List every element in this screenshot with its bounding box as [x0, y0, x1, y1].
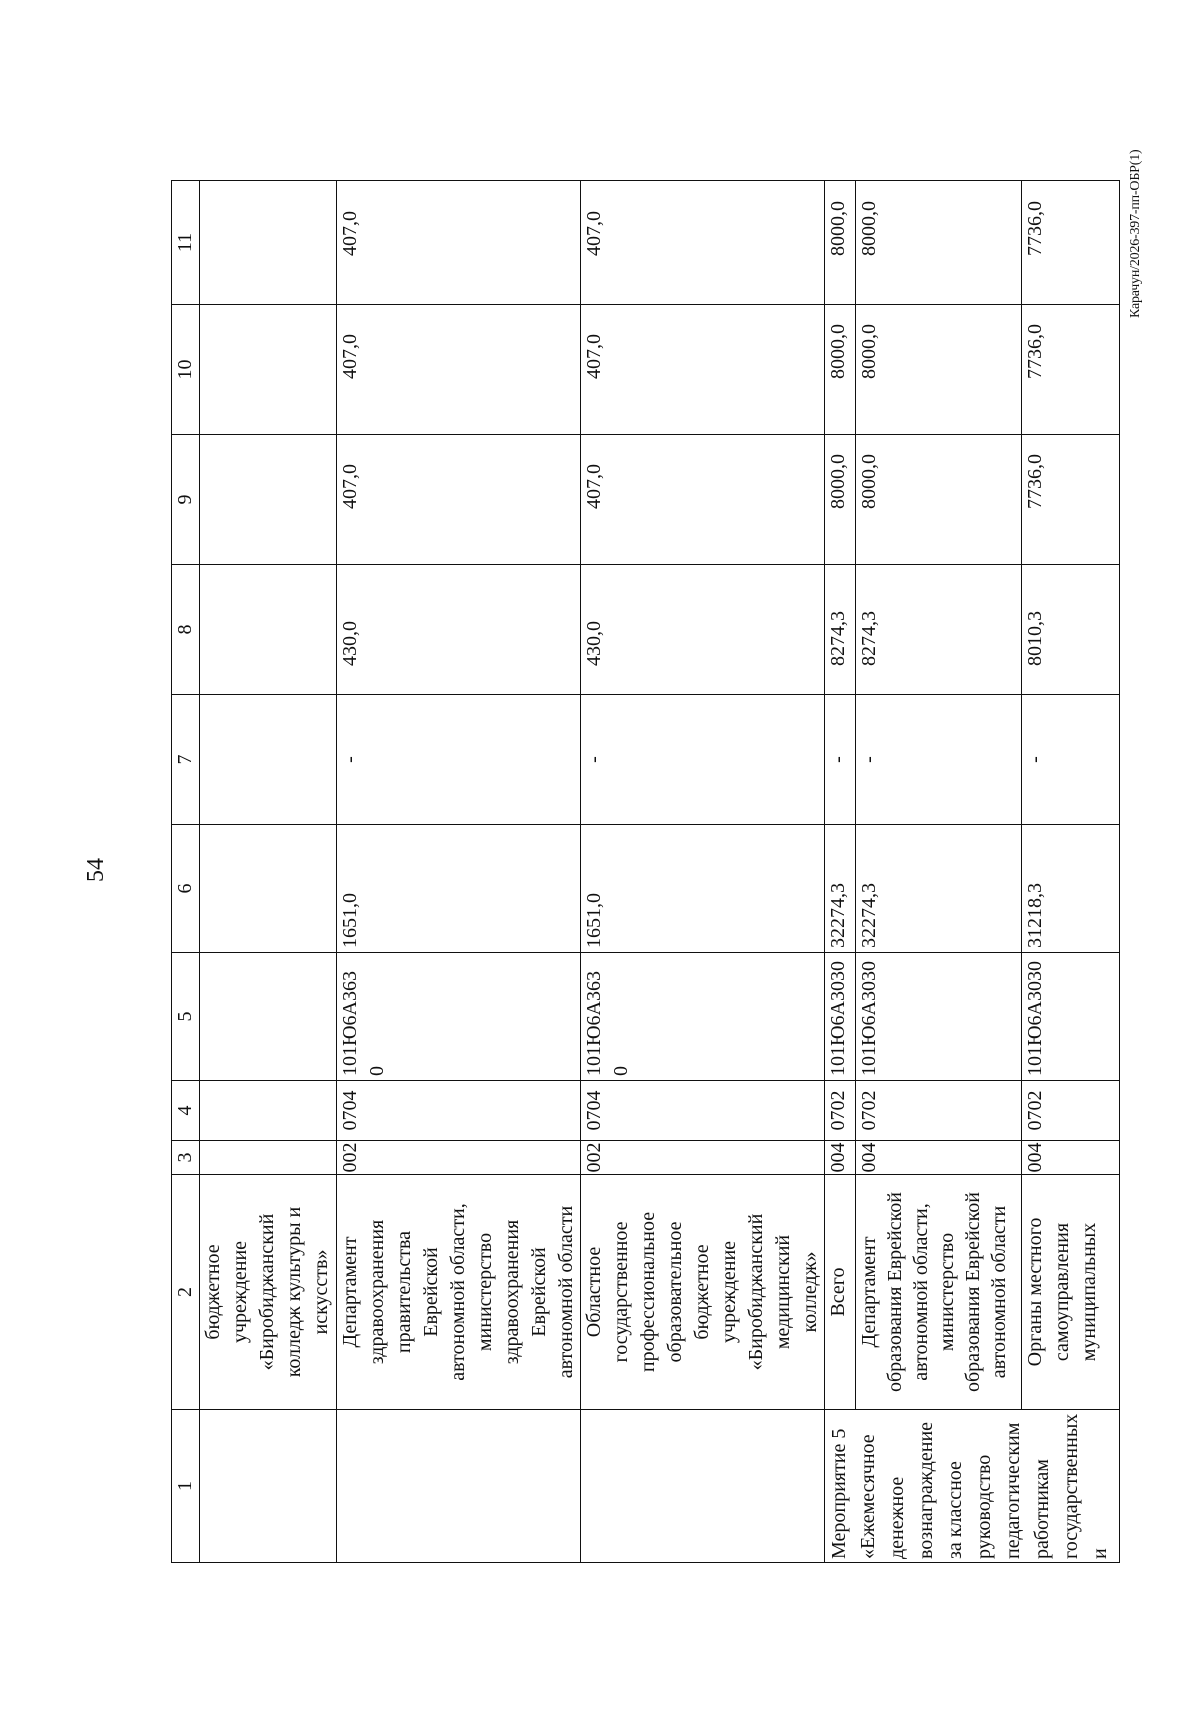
cell-grbs: 004 — [825, 1141, 856, 1175]
cell-csr: 101Ю6А3030 — [825, 953, 856, 1081]
col-header: 7 — [172, 695, 200, 825]
cell-grbs — [200, 1141, 337, 1175]
cell-y3: 7736,0 — [1022, 435, 1120, 565]
page-number: 54 — [83, 858, 109, 882]
cell-executor: Департамент образования Еврейской автономной области, министерство образования Еврейской автономной области — [856, 1175, 1022, 1410]
col-header: 8 — [172, 565, 200, 695]
col-header: 6 — [172, 825, 200, 953]
cell-y3 — [200, 435, 337, 565]
cell-y2: 8274,3 — [825, 565, 856, 695]
col-header: 9 — [172, 435, 200, 565]
col-header: 1 — [172, 1410, 200, 1563]
cell-y5: 7736,0 — [1022, 181, 1120, 305]
cell-y5: 407,0 — [581, 181, 825, 305]
cell-rzpr: 0704 — [581, 1081, 825, 1141]
cell-y1: - — [856, 695, 1022, 825]
cell-total: 31218,3 — [1022, 825, 1120, 953]
cell-grbs: 004 — [856, 1141, 1022, 1175]
col-header: 2 — [172, 1175, 200, 1410]
cell-measure: Мероприятие 5 «Ежемесячное денежное вознаграждение за классное руководство педагогическим работникам государственных и — [825, 1410, 1120, 1563]
cell-executor: Всего — [825, 1175, 856, 1410]
cell-rzpr: 0702 — [856, 1081, 1022, 1141]
col-header: 11 — [172, 181, 200, 305]
cell-grbs: 004 — [1022, 1141, 1120, 1175]
cell-y3: 407,0 — [337, 435, 581, 565]
cell-y3: 8000,0 — [856, 435, 1022, 565]
cell-executor: бюджетное учреждение «Биробиджанский колледж культуры и искусств» — [200, 1175, 337, 1410]
table-row — [1022, 181, 1120, 1563]
cell-total: 1651,0 — [337, 825, 581, 953]
cell-total: 32274,3 — [856, 825, 1022, 953]
cell-y1: - — [581, 695, 825, 825]
cell-csr: 101Ю6А363 0 — [337, 953, 581, 1081]
table-row — [200, 181, 337, 1563]
col-header: 10 — [172, 305, 200, 435]
cell-y4: 8000,0 — [825, 305, 856, 435]
table-row — [581, 181, 825, 1563]
cell-y4: 8000,0 — [856, 305, 1022, 435]
cell-grbs: 002 — [581, 1141, 825, 1175]
cell-csr: 101Ю6А3030 — [856, 953, 1022, 1081]
cell-y2: 430,0 — [581, 565, 825, 695]
col-header: 3 — [172, 1141, 200, 1175]
cell-y5: 407,0 — [337, 181, 581, 305]
cell-total — [200, 825, 337, 953]
cell-y1: - — [1022, 695, 1120, 825]
cell-csr: 101Ю6А363 0 — [581, 953, 825, 1081]
cell-total: 32274,3 — [825, 825, 856, 953]
col-header: 5 — [172, 953, 200, 1081]
table-row — [856, 181, 1022, 1563]
cell-rzpr — [200, 1081, 337, 1141]
cell-csr: 101Ю6А3030 — [1022, 953, 1120, 1081]
document-stamp: Карачун/2026-397-пп-ОБР(1) — [1128, 149, 1143, 318]
col-header: 4 — [172, 1081, 200, 1141]
cell-rzpr: 0704 — [337, 1081, 581, 1141]
cell-y5: 8000,0 — [856, 181, 1022, 305]
cell-y3: 8000,0 — [825, 435, 856, 565]
cell-measure — [581, 1410, 825, 1563]
cell-measure — [337, 1410, 581, 1563]
table-row — [825, 181, 856, 1563]
cell-y3: 407,0 — [581, 435, 825, 565]
budget-table — [171, 180, 1120, 1563]
cell-y4 — [200, 305, 337, 435]
cell-y2: 8274,3 — [856, 565, 1022, 695]
cell-measure — [200, 1410, 337, 1563]
cell-y1: - — [825, 695, 856, 825]
cell-executor: Областное государственное профессиональное образовательное бюджетное учреждение «Биробиджанский медицинский колледж» — [581, 1175, 825, 1410]
cell-y4: 7736,0 — [1022, 305, 1120, 435]
cell-y2 — [200, 565, 337, 695]
table-row — [337, 181, 581, 1563]
cell-csr — [200, 953, 337, 1081]
column-number-row — [172, 181, 200, 1563]
cell-y4: 407,0 — [581, 305, 825, 435]
cell-y1: - — [337, 695, 581, 825]
cell-y1 — [200, 695, 337, 825]
cell-y5: 8000,0 — [825, 181, 856, 305]
cell-executor: Департамент здравоохранения правительства Еврейской автономной области, министерство здравоохранения Еврейской автономной области — [337, 1175, 581, 1410]
cell-y2: 8010,3 — [1022, 565, 1120, 695]
cell-rzpr: 0702 — [1022, 1081, 1120, 1141]
cell-total: 1651,0 — [581, 825, 825, 953]
cell-y4: 407,0 — [337, 305, 581, 435]
cell-grbs: 002 — [337, 1141, 581, 1175]
cell-y5 — [200, 181, 337, 305]
cell-executor: Органы местного самоуправления муниципальных — [1022, 1175, 1120, 1410]
cell-y2: 430,0 — [337, 565, 581, 695]
cell-rzpr: 0702 — [825, 1081, 856, 1141]
